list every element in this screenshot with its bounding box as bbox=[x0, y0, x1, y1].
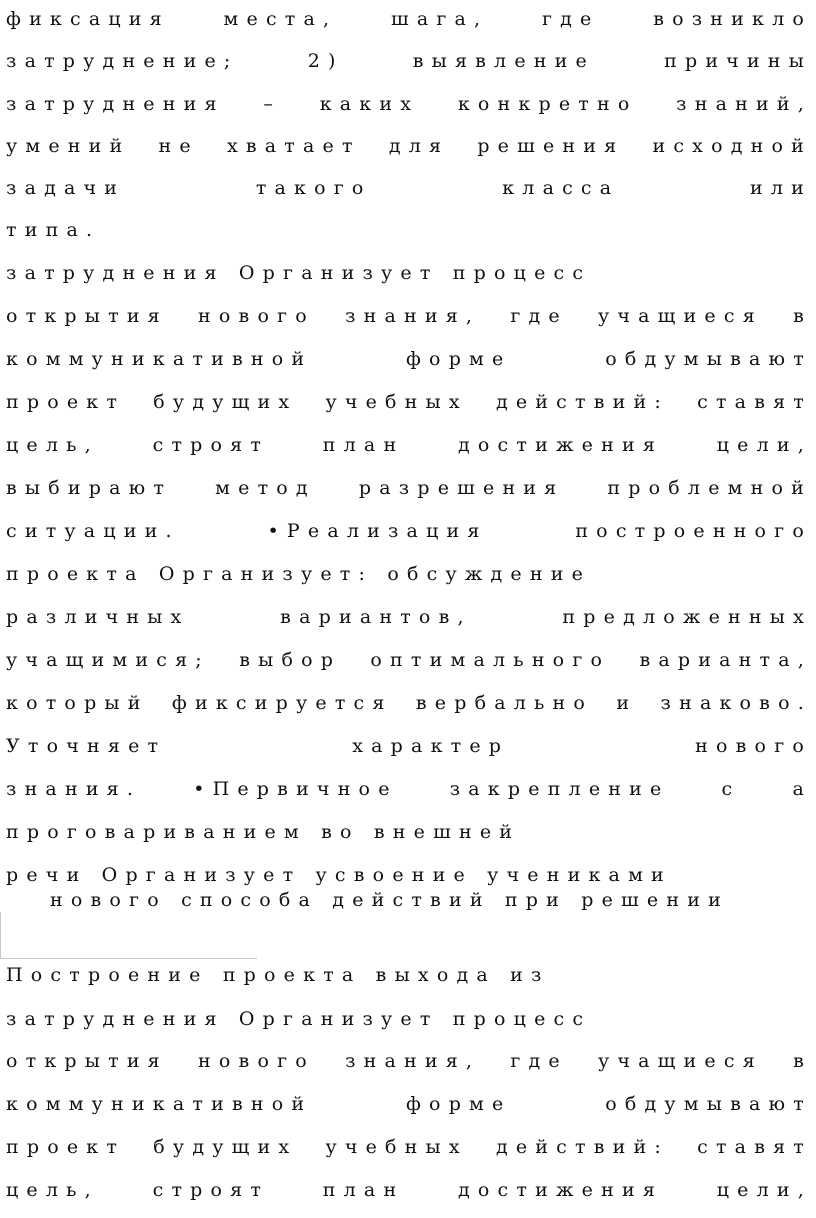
word: учащиеся bbox=[598, 1050, 763, 1072]
word: возникло bbox=[653, 8, 812, 30]
word: действий: bbox=[495, 1136, 669, 1158]
word: •Первичное bbox=[193, 778, 398, 800]
text-line bbox=[6, 645, 812, 675]
word: знания. bbox=[6, 778, 142, 800]
word: фиксация bbox=[6, 8, 170, 30]
word: или bbox=[749, 177, 812, 199]
word: различных bbox=[6, 606, 190, 628]
text-line bbox=[6, 4, 812, 34]
word: вербально bbox=[415, 692, 594, 714]
text-line bbox=[6, 430, 812, 460]
word: проблемной bbox=[607, 477, 812, 499]
word: цель, bbox=[6, 1179, 99, 1201]
word: – bbox=[263, 93, 282, 115]
word: типа. bbox=[6, 219, 101, 241]
word: коммуникативной bbox=[6, 348, 313, 370]
word: для bbox=[388, 135, 450, 157]
word: обдумывают bbox=[605, 348, 812, 370]
text-line bbox=[6, 817, 812, 847]
text-line bbox=[6, 774, 812, 804]
word: метод bbox=[215, 477, 316, 499]
word: проекта Организует: обсуждение bbox=[6, 563, 592, 585]
word: конкретно bbox=[457, 93, 638, 115]
word: выявление bbox=[412, 50, 595, 72]
text-line bbox=[6, 516, 812, 546]
text-line bbox=[6, 387, 812, 417]
word: вариантов, bbox=[280, 606, 472, 628]
word: 2) bbox=[307, 50, 344, 72]
word: проект bbox=[6, 1136, 126, 1158]
text-line bbox=[6, 215, 812, 245]
word: достижения bbox=[458, 434, 664, 456]
word: нового bbox=[198, 1050, 315, 1072]
text-line bbox=[6, 1004, 812, 1034]
word: умений bbox=[6, 135, 131, 157]
word: выбирают bbox=[6, 477, 173, 499]
word: закрепление bbox=[449, 778, 670, 800]
text-line bbox=[6, 731, 812, 761]
word: ситуации. bbox=[6, 520, 180, 542]
word: затруднения bbox=[6, 93, 225, 115]
word: обдумывают bbox=[605, 1093, 812, 1115]
text-line bbox=[6, 89, 812, 119]
word: ставят bbox=[697, 1136, 812, 1158]
text-line bbox=[6, 1175, 812, 1205]
word: учебных bbox=[325, 391, 468, 413]
text-line bbox=[6, 46, 812, 76]
word: знаний, bbox=[676, 93, 812, 115]
word: решения bbox=[477, 135, 625, 157]
text-line bbox=[6, 344, 812, 374]
text-line bbox=[6, 173, 812, 203]
page-break-divider bbox=[0, 912, 257, 959]
word: оптимального bbox=[370, 649, 611, 671]
word: ставят bbox=[697, 391, 812, 413]
word: открытия bbox=[6, 1050, 168, 1072]
word: план bbox=[322, 1179, 405, 1201]
word: затруднение; bbox=[6, 50, 239, 72]
text-line bbox=[6, 688, 812, 718]
word: учебных bbox=[325, 1136, 468, 1158]
word: план bbox=[322, 434, 405, 456]
word: каких bbox=[319, 93, 420, 115]
word: нового bbox=[695, 735, 812, 757]
word: не bbox=[158, 135, 199, 157]
text-line bbox=[6, 602, 812, 632]
word: где bbox=[510, 1050, 568, 1072]
word: варианта, bbox=[639, 649, 812, 671]
word: построенного bbox=[575, 520, 812, 542]
word: форме bbox=[405, 1093, 512, 1115]
word: цели, bbox=[716, 1179, 812, 1201]
word: действий: bbox=[495, 391, 669, 413]
indented-text-line: нового способа действий при решении bbox=[50, 889, 729, 911]
text-line bbox=[6, 559, 812, 589]
word: проговариванием во внешней bbox=[6, 821, 521, 843]
word: цель, bbox=[6, 434, 99, 456]
word: с bbox=[721, 778, 741, 800]
text-line bbox=[6, 258, 812, 288]
word: нового bbox=[198, 305, 315, 327]
word: учащиеся bbox=[598, 305, 763, 327]
word: знания, bbox=[345, 305, 481, 327]
word: и bbox=[616, 692, 638, 714]
word: будущих bbox=[153, 1136, 298, 1158]
word: знаково. bbox=[660, 692, 812, 714]
word: речи Организует усвоение учениками bbox=[6, 864, 672, 886]
word: знания, bbox=[345, 1050, 481, 1072]
word: шага, bbox=[390, 8, 489, 30]
text-line bbox=[6, 1132, 812, 1162]
word: а bbox=[792, 778, 812, 800]
word: фиксируется bbox=[171, 692, 393, 714]
word: Построение проекта выхода из bbox=[6, 964, 550, 986]
word: выбор bbox=[239, 649, 342, 671]
word: коммуникативной bbox=[6, 1093, 313, 1115]
word: затруднения Организует процесс bbox=[6, 262, 592, 284]
word: характер bbox=[352, 735, 510, 757]
text-line bbox=[6, 1046, 812, 1076]
word: места, bbox=[223, 8, 338, 30]
word: затруднения Организует процесс bbox=[6, 1008, 592, 1030]
word: в bbox=[793, 305, 812, 327]
word: где bbox=[542, 8, 600, 30]
word: учащимися; bbox=[6, 649, 210, 671]
word: где bbox=[510, 305, 568, 327]
word: хватает bbox=[226, 135, 361, 157]
word: открытия bbox=[6, 305, 168, 327]
text-line bbox=[6, 1089, 812, 1119]
word: класса bbox=[502, 177, 620, 199]
word: Уточняет bbox=[6, 735, 167, 757]
word: строят bbox=[152, 1179, 270, 1201]
word: •Реализация bbox=[267, 520, 488, 542]
word: цели, bbox=[716, 434, 812, 456]
text-line bbox=[6, 960, 812, 990]
word: в bbox=[793, 1050, 812, 1072]
word: достижения bbox=[458, 1179, 664, 1201]
word: задачи bbox=[6, 177, 126, 199]
word: такого bbox=[255, 177, 372, 199]
word: будущих bbox=[153, 391, 298, 413]
text-line bbox=[6, 131, 812, 161]
text-line bbox=[6, 301, 812, 331]
word: проект bbox=[6, 391, 126, 413]
word: предложенных bbox=[562, 606, 812, 628]
word: форме bbox=[405, 348, 512, 370]
word: разрешения bbox=[358, 477, 565, 499]
text-line bbox=[6, 473, 812, 503]
word: который bbox=[6, 692, 149, 714]
word: исходной bbox=[652, 135, 812, 157]
word: причины bbox=[664, 50, 812, 72]
word: строят bbox=[152, 434, 270, 456]
